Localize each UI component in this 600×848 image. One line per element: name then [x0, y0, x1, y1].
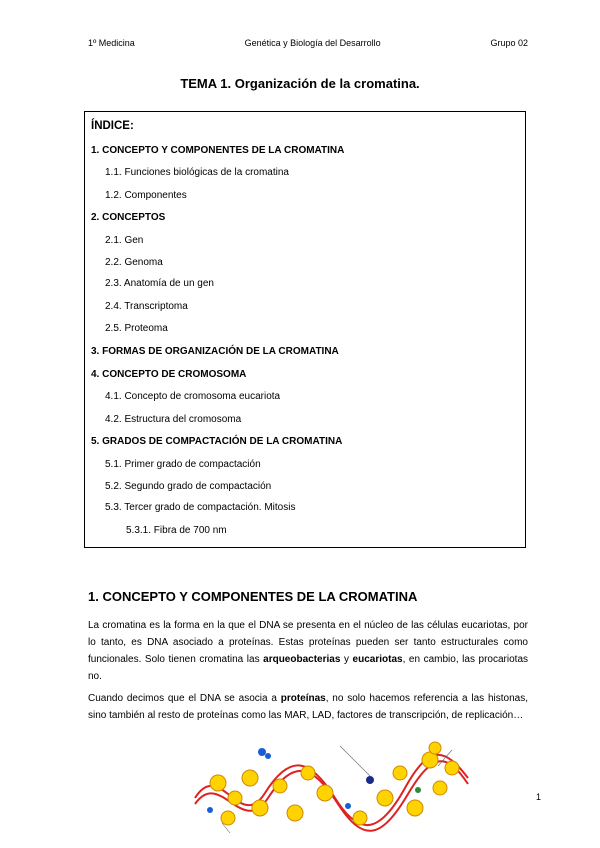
toc-item: 5. GRADOS DE COMPACTACIÓN DE LA CROMATINA: [91, 436, 343, 447]
toc-item: 2. CONCEPTOS: [91, 212, 166, 223]
toc-item: 3. FORMAS DE ORGANIZACIÓN DE LA CROMATINA: [91, 346, 339, 357]
section-heading: 1. CONCEPTO Y COMPONENTES DE LA CROMATINA: [88, 589, 418, 604]
page-header: [88, 38, 528, 48]
toc-item: 2.1. Gen: [105, 235, 144, 246]
toc-item: 1. CONCEPTO Y COMPONENTES DE LA CROMATINA: [91, 145, 345, 156]
toc-item: 2.4. Transcriptoma: [105, 301, 188, 312]
toc-item: 4.1. Concepto de cromosoma eucariota: [105, 391, 281, 402]
header-course: 1º Medicina: [88, 38, 135, 48]
nucleosome-group: [210, 742, 459, 825]
toc-item: 5.3.1. Fibra de 700 nm: [126, 525, 227, 536]
toc-item: 1.2. Componentes: [105, 190, 187, 201]
table-of-contents: [84, 111, 526, 548]
toc-heading: ÍNDICE:: [91, 120, 134, 132]
toc-item: 2.5. Proteoma: [105, 323, 168, 334]
toc-item: 4. CONCEPTO DE CROMOSOMA: [91, 369, 247, 380]
header-group: Grupo 02: [490, 38, 528, 48]
toc-item: 5.2. Segundo grado de compactación: [105, 481, 272, 492]
toc-item: 5.3. Tercer grado de compactación. Mitosis: [105, 502, 296, 513]
page-number: 1: [536, 792, 542, 802]
toc-item: 5.1. Primer grado de compactación: [105, 459, 261, 470]
bold-term: proteínas: [280, 693, 326, 704]
toc-item: 1.1. Funciones biológicas de la cromatina: [105, 167, 289, 178]
toc-item: 2.2. Genoma: [105, 257, 163, 268]
toc-item: 4.2. Estructura del cromosoma: [105, 414, 242, 425]
bold-term: eucariotas: [352, 654, 403, 665]
toc-item: 2.3. Anatomía de un gen: [105, 278, 214, 289]
document-title: TEMA 1. Organización de la cromatina.: [180, 76, 420, 91]
chromatin-illustration: [190, 738, 470, 844]
header-subject: Genética y Biología del Desarrollo: [244, 38, 381, 48]
paragraph: La cromatina es la forma en la que el DNA se presenta en el núcleo de las células eucariotas, por lo tanto, es DNA asociado a proteínas. Estas proteínas pueden ser tanto estructurales como funcionales. Solo tienen cromatina las arqueobacterias y eucariotas, en cambio, las procariotas no.: [88, 620, 529, 682]
bold-term: arqueobacterias: [263, 654, 341, 665]
paragraph: Cuando decimos que el DNA se asocia a proteínas, no solo hacemos referencia a las histonas, sino también al resto de proteínas como las MAR, LAD, factores de transcripción, de replicación…: [88, 693, 528, 721]
